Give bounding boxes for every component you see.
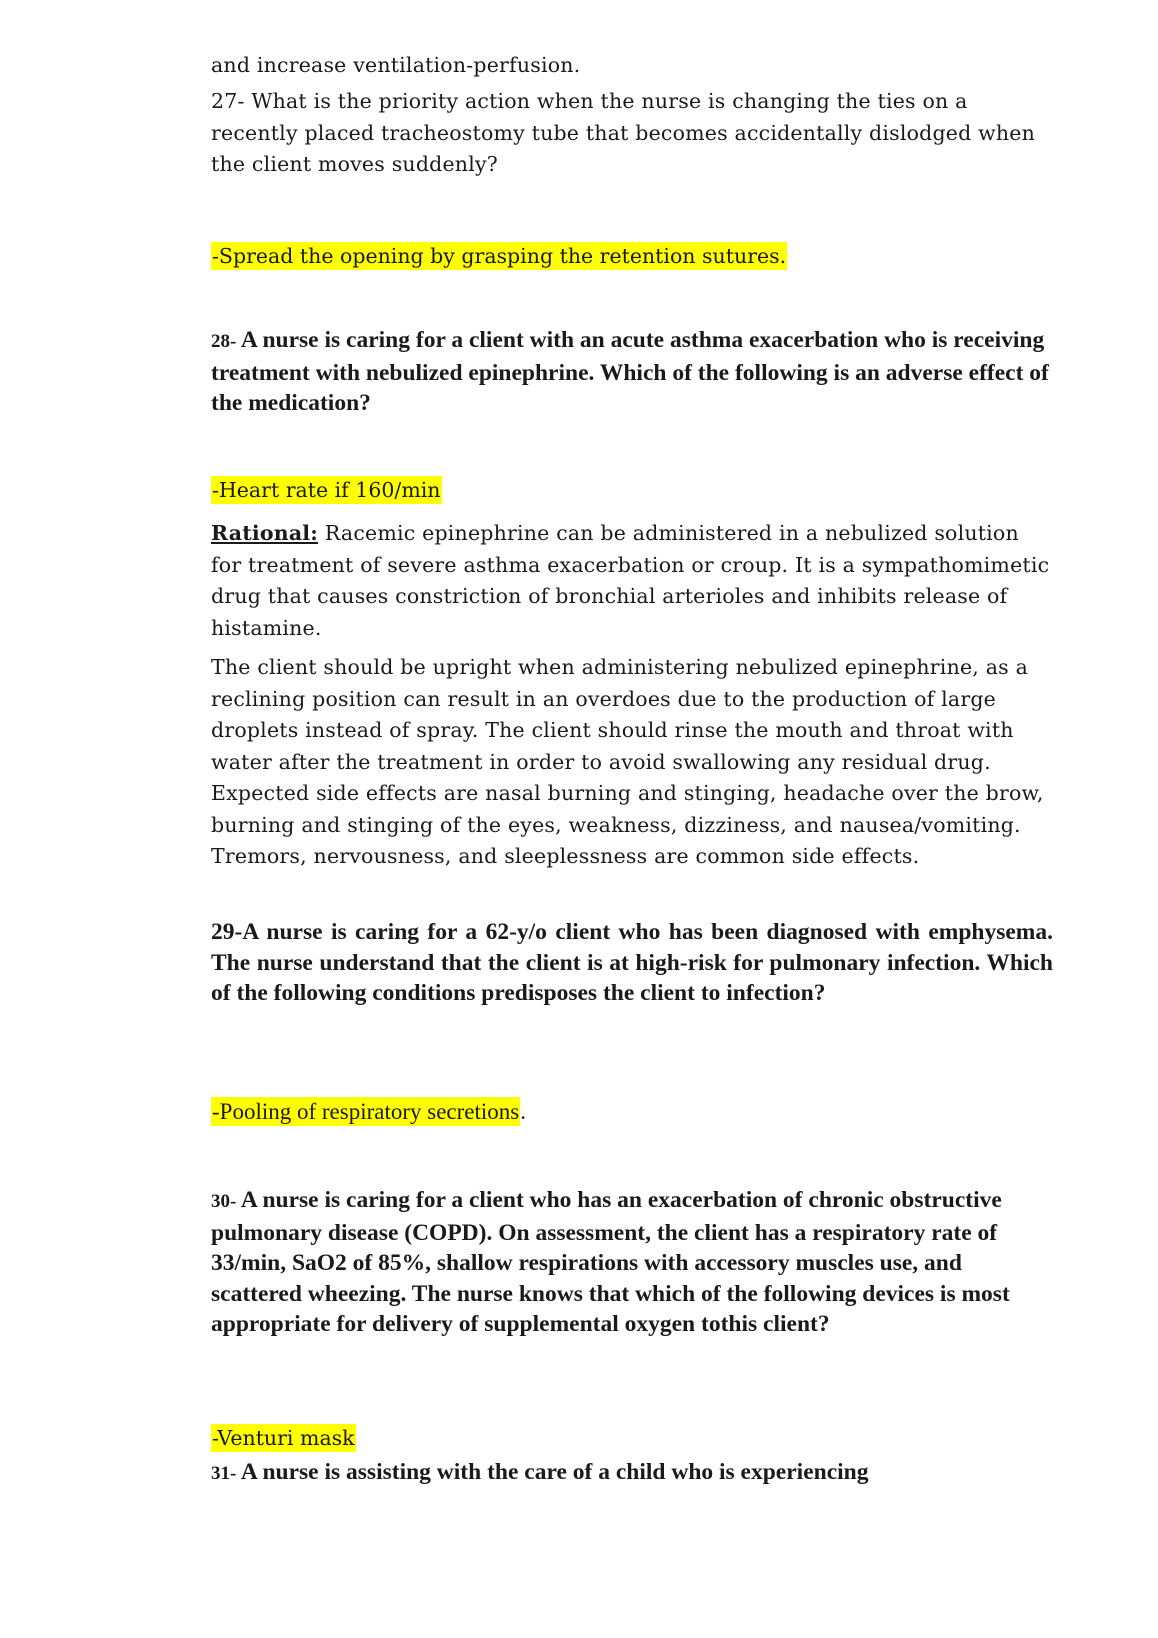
answer-29-tail: .	[520, 1099, 526, 1124]
question-30-number: 30-	[211, 1191, 237, 1212]
answer-29	[211, 1097, 1053, 1127]
question-31-text: A nurse is assisting with the care of a child who is experiencing	[240, 1459, 869, 1485]
question-31	[211, 1457, 1053, 1490]
answer-27-highlight: -Spread the opening by grasping the retention sutures.	[212, 244, 787, 268]
question-29: 29-A nurse is caring for a 62-y/o client who has been diagnosed with emphysema. The nurse understand that the client is at high-risk for pulmonary infection. Which of the following conditions predisposes the client to infection?	[211, 919, 1053, 1006]
answer-30-highlight: -Venturi mask	[212, 1426, 355, 1450]
answer-30	[211, 1423, 1053, 1453]
answer-29-highlight: -Pooling of respiratory secretions	[212, 1099, 520, 1124]
answer-28	[211, 475, 1053, 505]
question-27: 27- What is the priority action when the nurse is changing the ties on a recently placed tracheostomy tube that becomes accidentally dislodged when the client moves suddenly?	[211, 89, 1036, 176]
question-28	[211, 325, 1053, 419]
question-28-number: 28-	[211, 331, 237, 352]
intro-fragment: and increase ventilation-perfusion.	[211, 53, 581, 77]
question-30	[211, 1185, 1053, 1340]
question-28-text: A nurse is caring for a client with an acute asthma exacerbation who is receiving treatment with nebulized epinephrine. Which of the following is an adverse effect of the medication?	[211, 327, 1049, 416]
rational-label: Rational:	[211, 521, 319, 545]
rational-text: Racemic epinephrine can be administered in a nebulized solution for treatment of severe asthma exacerbation or croup. It is a sympathomimetic drug that causes constriction of bronchial arterioles and inhibits release of histamine.	[211, 521, 1050, 640]
question-30-text: A nurse is caring for a client who has an exacerbation of chronic obstructive pulmonary disease (COPD). On assessment, the client has a respiratory rate of 33/min, SaO2 of 85%, shallow respirations with accessory muscles use, and scattered wheezing. The nurse knows that which of the following devices is most appropriate for delivery of supplemental oxygen tothis client?	[211, 1187, 1010, 1337]
question-31-number: 31-	[211, 1463, 237, 1484]
rational-28	[211, 518, 1053, 644]
rational-28-paragraph-2: The client should be upright when administering nebulized epinephrine, as a reclining position can result in an overdoes due to the production of large droplets instead of spray. The client should rinse the mouth and throat with water after the treatment in order to avoid swallowing any residual drug. Expected side effects are nasal burning and stinging, headache over the brow, burning and stinging of the eyes, weakness, dizziness, and nausea/vomiting. Tremors, nervousness, and sleeplessness are common side effects.	[211, 655, 1044, 868]
answer-28-highlight: -Heart rate if 160/min	[212, 478, 441, 502]
answer-27	[211, 241, 1053, 271]
